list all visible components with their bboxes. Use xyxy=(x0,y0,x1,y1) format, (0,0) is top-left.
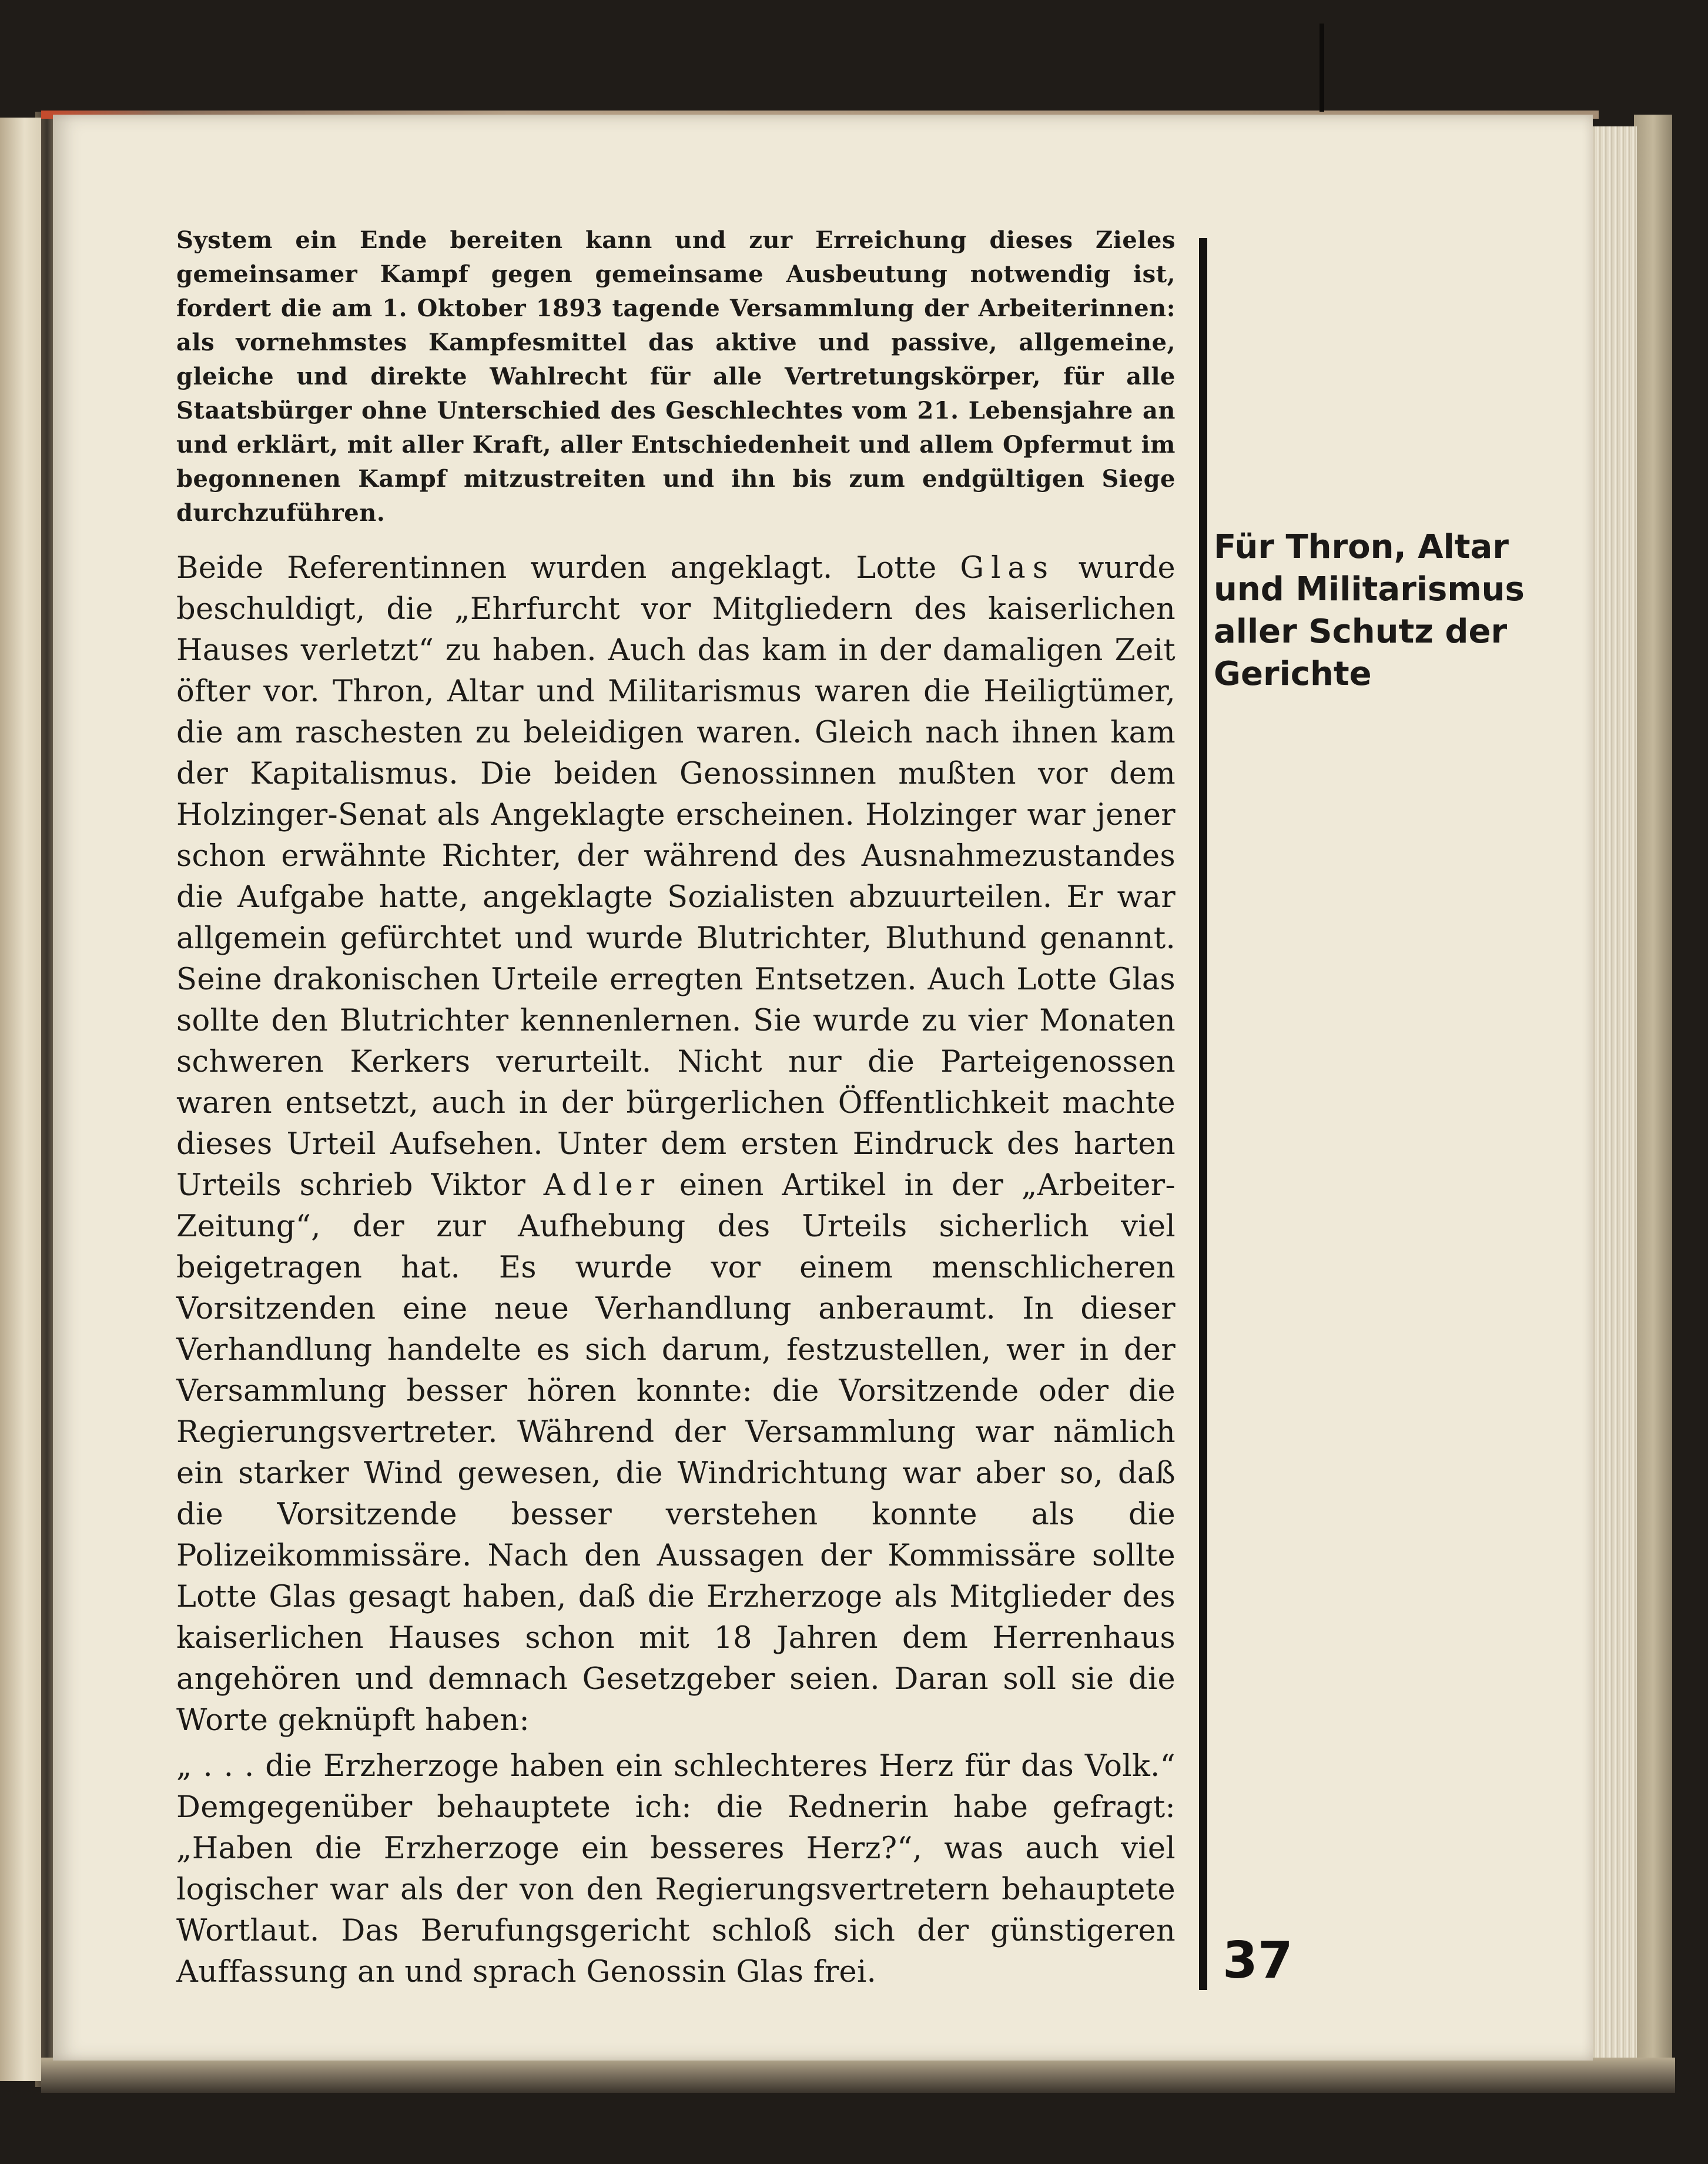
margin-heading: Für Thron, Altar und Militarismus aller Schutz der Gerichte xyxy=(1214,528,1525,693)
left-page-edge xyxy=(0,118,41,2081)
show-through-text-lower xyxy=(1228,1129,1558,1256)
body-text-b: wurde beschuldigt, die „Ehrfurcht vor Mitgliedern des kaiserlichen Hauses verletzt“ zu haben. Auch das kam in der damaligen Zeit öfter vor. Thron, Altar und Militarismus waren die Heiligtümer, die am raschesten zu beleidigen waren. Gleich nach ihnen kam der Kapitalismus. Die beiden Genossinnen mußten vor dem Holzinger-Senat als Angeklagte erscheinen. Holzinger war jener schon erwähnte Richter, der während des Ausnahmezustandes die Aufgabe hatte, angeklagte Sozialisten abzuurteilen. Er war allgemein gefürchtet und wurde Blutrichter, Bluthund genannt. Seine drakonischen Urteile erregten Entsetzen. Auch Lotte Glas sollte den Blutrichter kennenlernen. Sie wurde zu vier Monaten schweren Kerkers verurteilt. Nicht nur die Parteigenossen waren entsetzt, auch in der bürgerlichen Öffentlichkeit machte dieses Urteil Aufsehen. Unter dem ersten Eindruck des harten Urteils schrieb Viktor xyxy=(176,551,1175,1203)
resolution-text-block: System ein Ende bereiten kann und zur Erreichung dieses Zieles gemeinsamer Kampf gegen gemeinsame Ausbeutung notwendig ist, fordert die am 1. Oktober 1893 tagende Versammlung der Arbeiterinnen: als vornehmstes Kampfesmittel das aktive und passive, allgemeine, gleiche und direkte Wahlrecht für alle Vertretungskörper, für alle Staatsbürger ohne Unterschied des Geschlechtes vom 21. Lebensjahre an und erklärt, mit aller Kraft, aller Entschiedenheit und allem Opfermut im begonnenen Kampf mitzustreiten und ihn bis zum endgültigen Siege durchzuführen. xyxy=(176,226,1175,527)
main-text-column xyxy=(176,223,1175,1993)
clip-mark xyxy=(1319,24,1324,112)
spaced-name-glas: Glas xyxy=(960,551,1055,586)
page-stack-edge xyxy=(1590,126,1637,2066)
quote-paragraph: „ . . . die Erzherzoge haben ein schlechteres Herz für das Volk.“ Demgegenüber behauptete ich: die Rednerin habe gefragt: „Haben die Erzherzoge ein besseres Herz?“, was auch viel logischer war als der von den Regierungsvertretern behauptete Wortlaut. Das Berufungsgericht schloß sich der günstigeren Auffassung an und sprach Genossin Glas frei. xyxy=(176,1749,1175,1989)
show-through-text xyxy=(1228,235,1558,362)
body-text-a: Beide Referentinnen wurden angeklagt. Lotte xyxy=(176,551,960,586)
body-text-c: einen Artikel in der „Arbeiter-Zeitung“, der zur Aufhebung des Urteils sicherlich viel beigetragen hat. Es wurde vor einem menschlicheren Vorsitzenden eine neue Verhandlung anberaumt. In dieser Verhandlung handelte es sich darum, festzustellen, wer in der Versammlung besser hören konnte: die Vorsitzende oder die Regierungsvertreter. Während der Versammlung war nämlich ein starker Wind gewesen, die Windrichtung war aber so, daß die Vorsitzende besser verstehen konnte als die Polizeikommissäre. Nach den Aussagen der Kommissäre sollte Lotte Glas gesagt haben, daß die Erzherzoge als Mitglieder des kaiserlichen Hauses schon mit 18 Jahren dem Herrenhaus angehören und demnach Gesetzgeber seien. Daran soll sie die Worte geknüpft haben: xyxy=(176,1168,1175,1738)
vertical-rule xyxy=(1199,238,1207,1990)
book-cover-edge xyxy=(1634,115,1672,2084)
page-number: 37 xyxy=(1223,1931,1293,1990)
spaced-name-adler: Adler xyxy=(543,1168,662,1203)
body-paragraph xyxy=(176,548,1175,1741)
bottom-shadow xyxy=(41,2058,1675,2093)
